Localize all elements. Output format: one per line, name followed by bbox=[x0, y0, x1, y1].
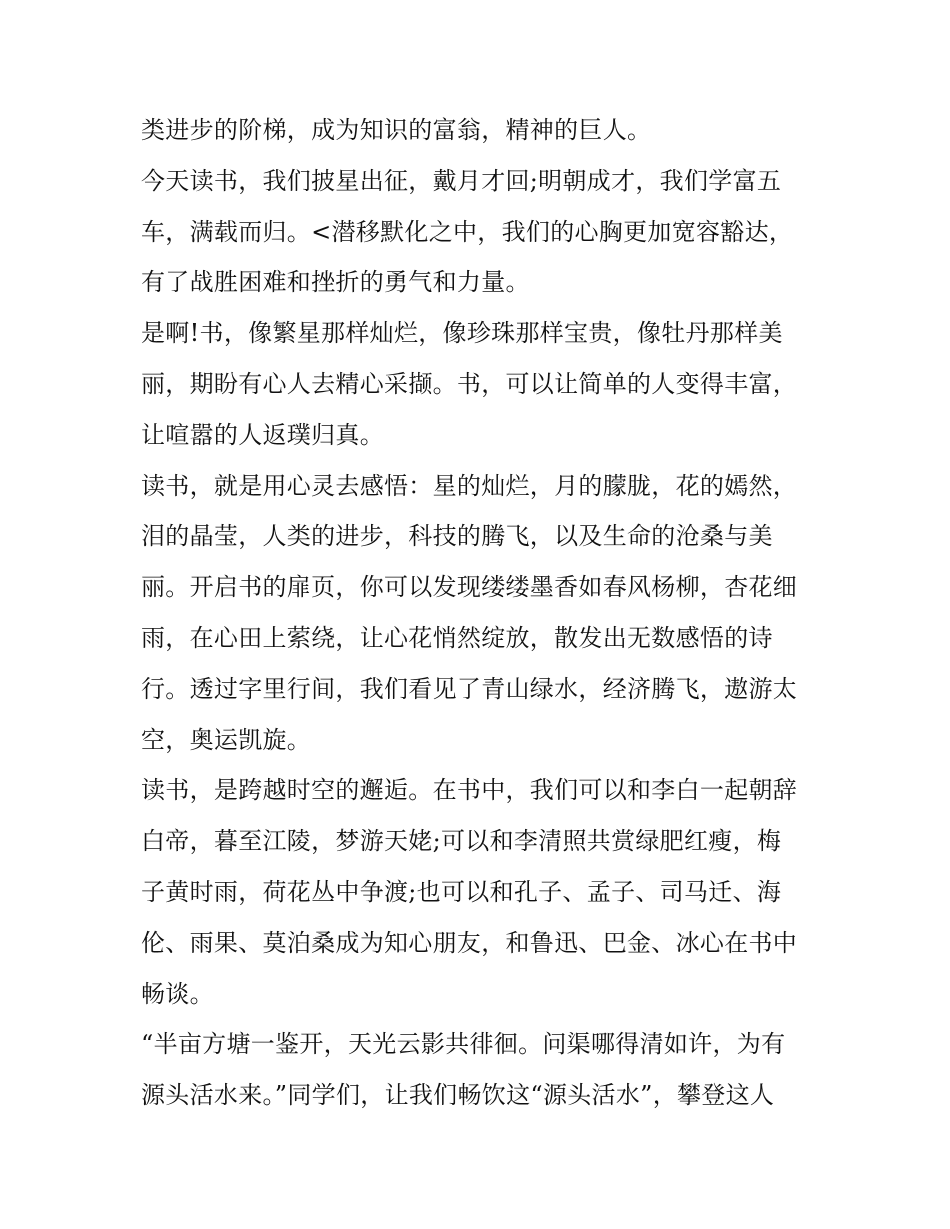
body-text bbox=[141, 105, 821, 1121]
text-line: 子黄时雨，荷花丛中争渡;也可以和孔子、孟子、司马迁、海 bbox=[141, 877, 782, 906]
text-line: 车，满载而归。<潜移默化之中，我们的心胸更加宽容豁达， bbox=[141, 217, 794, 246]
text-line: 读书，是跨越时空的邂逅。在书中，我们可以和李白一起朝辞 bbox=[141, 776, 798, 805]
text-line: 白帝，暮至江陵，梦游天姥;可以和李清照共赏绿肥红瘦，梅 bbox=[141, 827, 782, 856]
text-line: 丽，期盼有心人去精心采撷。书，可以让简单的人变得丰富， bbox=[141, 369, 798, 398]
text-line: 伦、雨果、莫泊桑成为知心朋友，和鲁迅、巴金、冰心在书中 bbox=[141, 928, 798, 957]
text-line: 行。透过字里行间，我们看见了青山绿水，经济腾飞，遨游太 bbox=[141, 674, 798, 703]
text-line: 空，奥运凯旋。 bbox=[141, 725, 312, 754]
text-line: “半亩方塘一鉴开，天光云影共徘徊。问渠哪得清如许，为有 bbox=[141, 1030, 786, 1059]
text-line: 畅谈。 bbox=[141, 979, 214, 1008]
text-line: 源头活水来。”同学们，让我们畅饮这“源头活水”，攀登这人 bbox=[141, 1081, 775, 1110]
text-line: 丽。开启书的扉页，你可以发现缕缕墨香如春风杨柳，杏花细 bbox=[141, 573, 798, 602]
text-line: 泪的晶莹，人类的进步，科技的腾飞，以及生命的沧桑与美 bbox=[141, 522, 773, 551]
text-line: 今天读书，我们披星出征，戴月才回;明朝成才，我们学富五 bbox=[141, 166, 782, 195]
text-line: 是啊!书，像繁星那样灿烂，像珍珠那样宝贵，像牡丹那样美 bbox=[141, 319, 783, 348]
text-line: 类进步的阶梯，成为知识的富翁，精神的巨人。 bbox=[141, 116, 652, 144]
text-line: 雨，在心田上萦绕，让心花悄然绽放，散发出无数感悟的诗 bbox=[141, 623, 773, 652]
text-line: 有了战胜困难和挫折的勇气和力量。 bbox=[141, 268, 530, 297]
text-line: 读书，就是用心灵去感悟：星的灿烂，月的朦胧，花的嫣然， bbox=[141, 471, 798, 500]
text-line: 让喧嚣的人返璞归真。 bbox=[141, 420, 384, 449]
